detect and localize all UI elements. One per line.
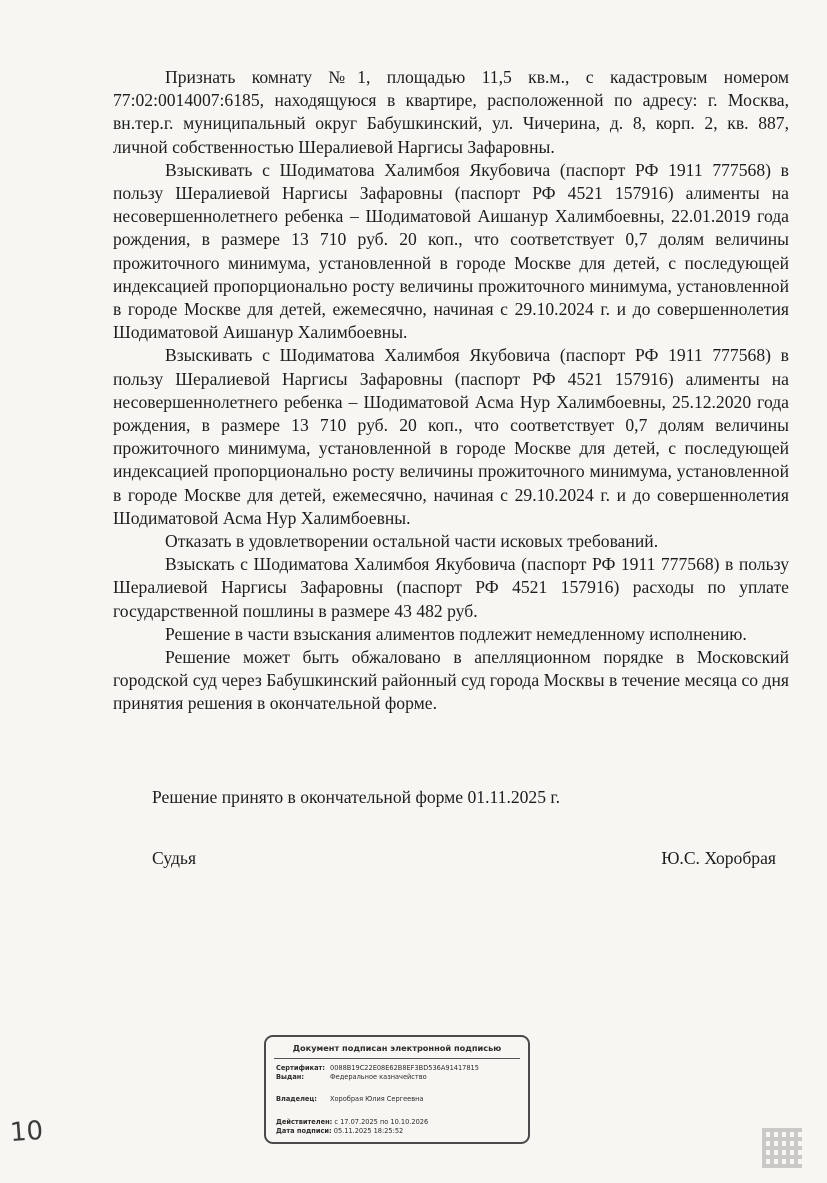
stamp-sign-date-value: 05.11.2025 18:25:52: [333, 1127, 404, 1135]
judge-signature-line: [152, 847, 776, 870]
paragraph-alimony-second-child: Взыскивать с Шодиматова Халимбоя Якубовича (паспорт РФ 1911 777568) в пользу Шералиевой Наргисы Зафаровны (паспорт РФ 4521 157916) алименты на несовершеннолетнего ребенка – Шодиматовой Асма Нур Халимбоевны, 25.12.2020 года рождения, в размере 13 710 руб. 20 коп., что соответствует 0,7 долям величины прожиточного минимума, установленной в городе Москве для детей, с последующей индексацией пропорционально росту величины прожиточного минимума, установленной в городе Москве для детей, ежемесячно, начиная с 29.10.2024 г. и до совершеннолетия Шодиматовой Асма Нур Халимбоевны.: [113, 345, 789, 528]
decision-date: Решение принято в окончательной форме 01.11.2025 г.: [152, 787, 561, 807]
stamp-divider: [274, 1058, 520, 1059]
stamp-validity: [276, 1118, 428, 1126]
stamp-owner-label: Владелец:: [276, 1095, 317, 1103]
stamp-certificate-value: 0088B19C22E08E62B8EF3BD536A91417815: [330, 1064, 479, 1072]
decision-operative-part: [113, 66, 789, 716]
stamp-certificate: [276, 1064, 479, 1072]
stamp-certificate-label: Сертификат:: [276, 1064, 326, 1072]
stamp-sign-date-label: Дата подписи:: [276, 1127, 332, 1135]
paragraph-state-duty: Взыскать с Шодиматова Халимбоя Якубовича (паспорт РФ 1911 777568) в пользу Шералиевой Наргисы Зафаровны (паспорт РФ 4521 157916) расходы по уплате государственной пошлины в размере 43 482 руб.: [113, 554, 789, 621]
stamp-validity-value: с 17.07.2025 по 10.10.2026: [334, 1118, 429, 1126]
paragraph-room-ownership: Признать комнату №1, площадью 11,5 кв.м., с кадастровым номером 77:02:0014007:6185, находящуюся в квартире, расположенной по адресу: г. Москва, вн.тер.г. муниципальный округ Бабушкинский, ул. Чичерина, д. 8, корп. 2, кв. 887, личной собственностью Шералиевой Наргисы Зафаровны.: [113, 67, 789, 157]
judge-label: Судья: [152, 848, 197, 868]
stamp-title: Документ подписан электронной подписью: [292, 1043, 502, 1053]
paragraph-alimony-first-child: Взыскивать с Шодиматова Халимбоя Якубовича (паспорт РФ 1911 777568) в пользу Шералиевой Наргисы Зафаровны (паспорт РФ 4521 157916) алименты на несовершеннолетнего ребенка – Шодиматовой Аишанур Халимбоевны, 22.01.2019 года рождения, в размере 13 710 руб. 20 коп., что соответствует 0,7 долям величины прожиточного минимума, установленной в городе Москве для детей, с последующей индексацией пропорционально росту величины прожиточного минимума, установленной в городе Москве для детей, ежемесячно, начиная с 29.10.2024 г. и до совершеннолетия Шодиматовой Аишанур Халимбоевны.: [113, 159, 789, 343]
stamp-issuer-label: Выдан:: [276, 1073, 304, 1081]
stamp-validity-label: Действителен:: [276, 1118, 333, 1126]
stamp-issuer: [276, 1073, 427, 1081]
paragraph-refusal: Отказать в удовлетворении остальной части исковых требований.: [165, 531, 659, 552]
qr-code-icon: [762, 1128, 802, 1168]
stamp-issuer-value: Федеральное казначейство: [330, 1073, 427, 1081]
paragraph-immediate-execution: Решение в части взыскания алиментов подлежит немедленному исполнению.: [165, 623, 747, 644]
judge-name: Ю.С. Хоробрая: [661, 848, 776, 868]
handwritten-page-number: 10: [8, 1115, 45, 1149]
stamp-sign-date: [276, 1127, 403, 1135]
electronic-signature-stamp: [264, 1035, 530, 1144]
stamp-owner: [276, 1095, 423, 1103]
paragraph-appeal: Решение может быть обжаловано в апелляционном порядке в Московский городской суд через Бабушкинский районный суд города Москвы в течение месяца со дня принятия решения в окончательной форме.: [113, 647, 789, 714]
stamp-owner-value: Хоробрая Юлия Сергеевна: [330, 1095, 424, 1103]
